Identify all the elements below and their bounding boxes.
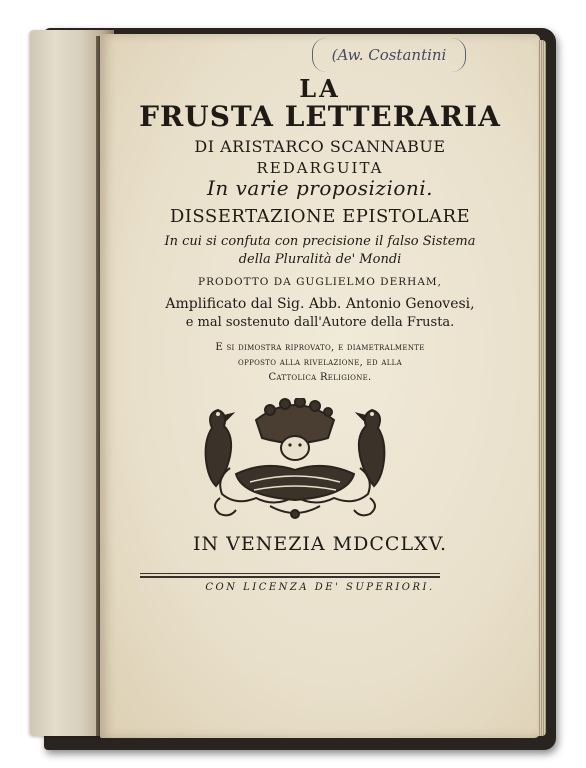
subtitle-genovesi: Amplificato dal Sig. Abb. Antonio Genovesi, (165, 296, 475, 312)
subtitle-line-1: In cui si confuta con precisione il falso Sistema (164, 234, 476, 249)
title-proposizioni: In varie proposizioni. (206, 176, 434, 200)
subtitle-derham: PRODOTTO DA GUGLIELMO DERHAM, (198, 276, 442, 288)
title-main: FRUSTA LETTERARIA (139, 100, 501, 133)
imprint-place-date: IN VENEZIA MDCCLXV. (192, 533, 448, 555)
title-dissertazione: DISSERTAZIONE EPISTOLARE (169, 206, 471, 227)
title-redarguita: REDARGUITA (256, 159, 384, 177)
subtitle-line-2: della Pluralità de' Mondi (238, 252, 402, 267)
manuscript-note: (Aw. Costantini (312, 38, 466, 72)
printers-device-ornament-icon (190, 398, 400, 520)
imprint-rule-thin (140, 573, 440, 574)
imprint-rule-thick (140, 576, 440, 578)
subtitle-dimostra-2: opposto alla rivelazione, ed alla (238, 357, 402, 368)
subtitle-frusta: e mal sostenuto dall'Autore della Frusta. (185, 315, 455, 330)
subtitle-dimostra-1: E si dimostra riprovato, e diametralmente (215, 342, 425, 353)
title-author: DI ARISTARCO SCANNABUE (194, 137, 446, 156)
title-line-la: LA (299, 74, 341, 103)
license-line: CON LICENZA DE' SUPERIORI. (205, 582, 435, 593)
subtitle-dimostra-3: Cattolica Religione. (268, 372, 372, 383)
